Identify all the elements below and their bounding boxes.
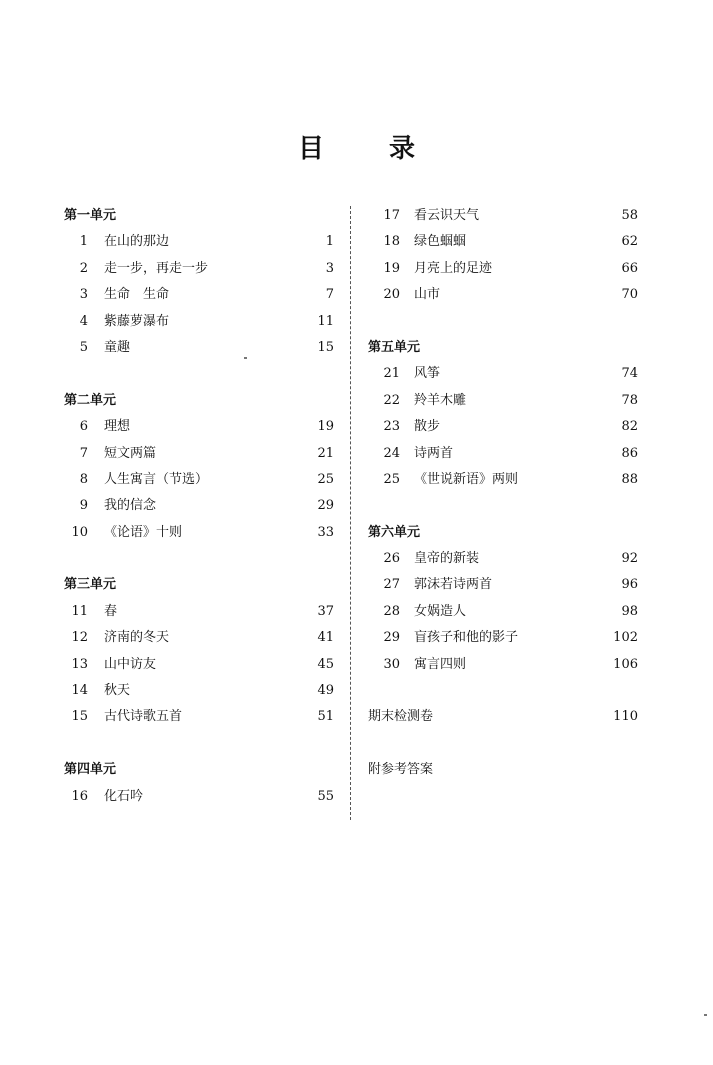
scan-speck [704, 1014, 707, 1016]
entry-page: 106 [613, 656, 638, 672]
entry-page: 29 [317, 498, 334, 514]
entry-title: 女娲造人 [414, 603, 467, 619]
entry-title: 羚羊木雕 [414, 392, 467, 408]
toc-entry[interactable] [64, 229, 334, 255]
entry-title: 济南的冬天 [104, 630, 170, 646]
toc-entry[interactable] [64, 282, 334, 308]
entry-page: 7 [325, 287, 334, 303]
answers-title: 附参考答案 [368, 762, 434, 778]
toc-entry[interactable] [64, 414, 334, 440]
toc-right-column [368, 203, 638, 784]
toc-entry[interactable] [368, 203, 638, 229]
toc-left-column [64, 203, 334, 810]
entry-page: 49 [317, 683, 334, 699]
toc-entry-answers[interactable] [368, 757, 638, 783]
entry-number: 12 [71, 630, 88, 646]
entry-page: 86 [621, 445, 638, 461]
unit-heading: 第一单元 [64, 208, 117, 223]
entry-page: 110 [613, 709, 638, 725]
entry-title: 生命 生命 [104, 287, 170, 303]
entry-number: 25 [383, 471, 400, 487]
toc-entry[interactable] [368, 546, 638, 572]
entry-page: 19 [317, 419, 334, 435]
entry-number: 3 [79, 287, 88, 303]
entry-number: 30 [383, 656, 400, 672]
entry-page: 62 [621, 234, 638, 250]
entry-number: 28 [383, 603, 400, 619]
entry-title: 《世说新语》两则 [414, 471, 519, 487]
column-divider [350, 206, 351, 820]
entry-page: 33 [317, 524, 334, 540]
toc-entry[interactable] [64, 520, 334, 546]
toc-entry[interactable] [368, 625, 638, 651]
entry-page: 55 [317, 788, 334, 804]
toc-entry[interactable] [64, 625, 334, 651]
entry-number: 6 [79, 419, 88, 435]
entry-title: 走一步，再走一步 [104, 260, 209, 276]
entry-title: 我的信念 [104, 498, 157, 514]
entry-title: 春 [104, 603, 118, 619]
unit-heading: 第三单元 [64, 577, 117, 593]
entry-title: 风筝 [414, 366, 441, 382]
page-title: 目 录 [297, 134, 444, 164]
entry-title: 理想 [104, 419, 131, 435]
entry-page: 88 [621, 471, 638, 487]
entry-number: 24 [383, 445, 400, 461]
entry-page: 82 [621, 419, 638, 435]
entry-number: 2 [79, 260, 88, 276]
entry-page: 92 [621, 551, 638, 567]
entry-page: 70 [621, 287, 638, 303]
entry-number: 26 [383, 551, 400, 567]
toc-entry[interactable] [368, 282, 638, 308]
unit-heading: 第五单元 [368, 339, 421, 355]
toc-entry[interactable] [368, 652, 638, 678]
toc-entry[interactable] [368, 572, 638, 598]
spacer [64, 546, 334, 572]
spacer [368, 493, 638, 519]
entry-number: 5 [79, 339, 88, 355]
entry-number: 21 [383, 366, 400, 382]
spacer [368, 731, 638, 757]
entry-title: 看云识天气 [414, 208, 480, 223]
toc-entry[interactable] [368, 361, 638, 387]
entry-title: 皇帝的新装 [414, 551, 480, 567]
entry-title: 寓言四则 [414, 656, 467, 672]
toc-entry[interactable] [64, 678, 334, 704]
entry-page: 37 [317, 603, 334, 619]
entry-title: 盲孩子和他的影子 [414, 630, 519, 646]
entry-number: 4 [79, 313, 88, 329]
toc-entry[interactable] [64, 467, 334, 493]
entry-page: 25 [317, 471, 334, 487]
entry-title: 散步 [414, 419, 441, 435]
entry-page: 98 [621, 603, 638, 619]
toc-entry[interactable] [368, 414, 638, 440]
spacer [368, 678, 638, 704]
entry-number: 11 [71, 603, 88, 619]
entry-page: 102 [613, 630, 638, 646]
toc-entry[interactable] [368, 229, 638, 255]
entry-page: 78 [621, 392, 638, 408]
entry-page: 74 [621, 366, 638, 382]
entry-number: 27 [383, 577, 400, 593]
spacer [368, 309, 638, 335]
toc-entry[interactable] [64, 652, 334, 678]
entry-title: 在山的那边 [104, 234, 170, 250]
entry-page: 58 [621, 208, 638, 223]
toc-entry[interactable] [368, 599, 638, 625]
entry-number: 14 [71, 683, 88, 699]
entry-number: 17 [383, 208, 400, 223]
toc-entry[interactable] [64, 704, 334, 730]
toc-entry[interactable] [64, 441, 334, 467]
toc-entry[interactable] [64, 335, 334, 361]
entry-page: 11 [317, 313, 334, 329]
entry-title: 短文两篇 [104, 445, 157, 461]
toc-entry[interactable] [64, 309, 334, 335]
entry-title: 童趣 [104, 339, 131, 355]
entry-title: 人生寓言（节选） [104, 471, 209, 487]
exam-title: 期末检测卷 [368, 709, 434, 725]
entry-number: 22 [383, 392, 400, 408]
entry-title: 化石吟 [104, 788, 144, 804]
entry-number: 15 [71, 709, 88, 725]
entry-page: 15 [317, 339, 334, 355]
entry-title: 紫藤萝瀑布 [104, 313, 170, 329]
entry-number: 8 [79, 471, 88, 487]
toc-entry[interactable] [368, 256, 638, 282]
entry-number: 1 [79, 234, 88, 250]
entry-number: 20 [383, 287, 400, 303]
entry-page: 41 [317, 630, 334, 646]
unit-heading: 第六单元 [368, 524, 421, 540]
entry-title: 绿色蝈蝈 [414, 234, 467, 250]
toc-entry[interactable] [64, 599, 334, 625]
entry-number: 7 [79, 445, 88, 461]
entry-title: 《论语》十则 [104, 524, 183, 540]
entry-page: 1 [325, 234, 334, 250]
toc-entry[interactable] [64, 493, 334, 519]
toc-entry-exam[interactable] [368, 704, 638, 730]
entry-title: 秋天 [104, 683, 131, 699]
entry-number: 18 [383, 234, 400, 250]
unit-heading: 第二单元 [64, 392, 117, 408]
entry-number: 10 [71, 524, 88, 540]
entry-number: 19 [383, 260, 400, 276]
entry-title: 山中访友 [104, 656, 157, 672]
unit-heading: 第四单元 [64, 762, 117, 778]
entry-title: 古代诗歌五首 [104, 709, 183, 725]
entry-number: 13 [71, 656, 88, 672]
spacer [64, 361, 334, 387]
toc-entry[interactable] [368, 388, 638, 414]
entry-page: 96 [621, 577, 638, 593]
toc-entry[interactable] [368, 441, 638, 467]
entry-title: 山市 [414, 287, 441, 303]
entry-number: 9 [79, 498, 88, 514]
entry-number: 29 [383, 630, 400, 646]
toc-entry[interactable] [368, 467, 638, 493]
entry-title: 月亮上的足迹 [414, 260, 493, 276]
entry-page: 51 [317, 709, 334, 725]
entry-page: 45 [317, 656, 334, 672]
entry-number: 23 [383, 419, 400, 435]
entry-number: 16 [71, 788, 88, 804]
entry-page: 66 [621, 260, 638, 276]
entry-title: 诗两首 [414, 445, 454, 461]
toc-entry[interactable] [64, 256, 334, 282]
toc-entry[interactable] [64, 784, 334, 810]
spacer [64, 731, 334, 757]
entry-title: 郭沫若诗两首 [414, 577, 493, 593]
entry-page: 21 [317, 445, 334, 461]
entry-page: 3 [325, 260, 334, 276]
